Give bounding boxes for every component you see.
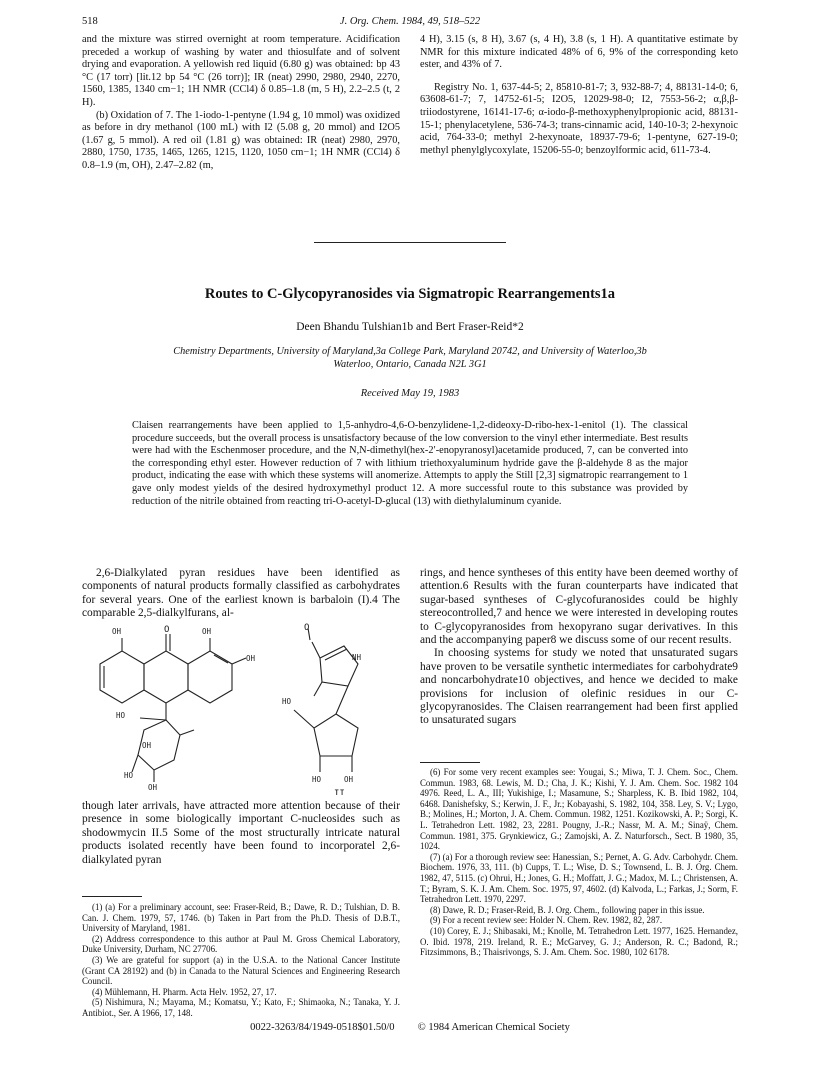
prev-article-right-column: [420, 34, 738, 157]
prev-left-para-2: (b) Oxidation of 7. The 1-iodo-1-pentyne (1.94 g, 10 mmol) was oxidized as before in dry methanol (100 mL) with I2 (5.08 g, 20 mmol) and I2O5 (1.67 g, 5 mmol). A red oil (1.81 g) was obtained: IR (neat) 2980, 2970, 2880, 1750, 1735, 1465, 1265, 1215, 1120, 1050 cm−1; 1H NMR (CCl4) δ 0.8–1.9 (m, OH), 2.47–2.82 (m,: [82, 109, 400, 171]
page-footer: [0, 1022, 820, 1033]
footnote-10: (10) Corey, E. J.; Shibasaki, M.; Knolle, M. Tetrahedron Lett. 1977, 1625. Hernandez, O. Ibid. 1978, 219. Ireland, R. E.; McGarvey, G. J.; Anderson, R. C.; Badond, R.; Fitzsimmons, B.; Thaisrivongs, S. J. Am. Chem. Soc. 1980, 102 6178.: [420, 925, 738, 958]
barbaloin-ho-left: HO: [116, 711, 126, 720]
footnote-7: (7) (a) For a thorough review see: Hanessian, S.; Pernet, A. G. Adv. Carbohydr. Chem. Biochem. 1976, 33, 111. (b) Cupps, T. L.; Wise, D. S.; Townsend, L. B. J. Org. Chem. 1982, 47, 5115. (c) Ohrui, H.; Jones, G. H.; Moffatt, J. G.; Madox, M. L.; Christensen, A. T.; Byram, S. K. J. Am. Chem. Soc. 1975, 97, 4602. (d) Kalvoda, L.; Farkas, J.; Sorm, F. Tetrahedron Lett. 1970, 2297.: [420, 851, 738, 905]
footnote-rule-right: [420, 762, 480, 763]
footnote-8: (8) Dawe, R. D.; Fraser-Reid, B. J. Org. Chem., following paper in this issue.: [430, 904, 705, 915]
footnote-4: (4) Mühlemann, H. Pharm. Acta Helv. 1952, 27, 17.: [92, 986, 277, 997]
prev-right-para-1: 4 H), 3.15 (s, 8 H), 3.67 (s, 4 H), 3.8 (s, 1 H). A quantitative estimate by NMR for this mixture indicated 48% of 6, 9% of the corresponding keto ester, and 43% of 7.: [420, 34, 738, 71]
running-header: J. Org. Chem. 1984, 49, 518–522: [339, 16, 481, 27]
footnote-rule-left: [82, 896, 142, 897]
barbaloin-oh-ring: OH: [142, 741, 152, 750]
footnote-2: (2) Address correspondence to this author at Paul M. Gross Chemical Laboratory, Duke University, Durham, NC 27706.: [82, 933, 400, 955]
showdomycin-nh: NH: [352, 653, 362, 662]
footnote-5: (5) Nishimura, N.; Mayama, M.; Komatsu, Y.; Kato, F.; Shimaoka, N.; Tanaka, Y. J. Antibiot., Ser. A 1966, 17, 148.: [82, 997, 400, 1018]
footnotes-right: [420, 767, 738, 958]
showdomycin-ho-top: HO: [282, 697, 292, 706]
received-date: Received May 19, 1983: [360, 388, 460, 399]
chemical-structures: [82, 620, 400, 795]
barbaloin-ho-bottom: HO: [124, 771, 134, 780]
barbaloin-ch2oh: OH: [246, 654, 256, 663]
barbaloin-carbonyl-o: O: [164, 625, 170, 635]
body-right-para-2: In choosing systems for study we noted that unsaturated sugars have proven to be versatile synthetic intermediates for carbohydrate9 and noncarbohydrate10 objectives, and hence we decided to make provisions for inclusion of olefinic residues in our C-glycopyranosides. The Claisen rearrangement had been first applied to unsaturated sugars: [420, 647, 738, 727]
authors: Deen Bhandu Tulshian1b and Bert Fraser-Reid*2: [296, 321, 524, 333]
registry-numbers: Registry No. 1, 637-44-5; 2, 85810-81-7; 3, 932-88-7; 4, 88131-14-0; 6, 63608-61-7; 7, 14752-61-5; I2O5, 12029-98-0; I2, 7553-56-2; α,β,β-triiodostyrene, 16141-17-6; α-iodo-β-methoxyphenylpropionic acid, 88131-15-1; phenylacetylene, 536-74-3; trans-cinnamic acid, 140-10-3; 2-hexynoic acid, 764-33-0; methyl 2-hexynoate, 18937-79-6; 1-pentyne, 627-19-0; methyl phenylglycoxylate, 15206-55-0; benzoylformic acid, 611-73-4.: [420, 81, 738, 156]
footnote-1: (1) (a) For a preliminary account, see: Fraser-Reid, B.; Dawe, R. D.; Tulshian, D. B. Can. J. Chem. 1979, 57, 1746. (b) Taken in Part from the Ph.D. Thesis of D.B.T., University of Maryland, 1981.: [82, 902, 400, 934]
showdomycin-o: O: [304, 623, 310, 633]
article-separator: [314, 242, 506, 243]
prev-article-left-column: [82, 34, 400, 173]
body-left-bottom: though later arrivals, have attracted more attention because of their presence in some biologically important C-nucleosides such as shodowmycin II.5 Some of the most structurally intricate natural products isolated recently have been found to incorporatel 2,6-dialkylated pyran: [82, 800, 400, 866]
affiliation: Chemistry Departments, University of Maryland,3a College Park, Maryland 20742, and University of Waterloo,3b Waterloo, Ontario, Canada N2L 3G1: [173, 346, 647, 370]
barbaloin-oh-right: OH: [202, 627, 212, 636]
prev-left-para-1: and the mixture was stirred overnight at room temperature. Acidification preceded a workup of washing by water and thiosulfate and of solvent drying and evaporation. A yellowish red liquid (6.80 g) was obtained: bp 43 °C (17 torr) [lit.12 bp 54 °C (26 torr)]; IR (neat) 2990, 2980, 2940, 2270, 1560, 1385, 1340 cm−1; 1H NMR (CCl4) δ 0.85–1.8 (m, 5 H), 2.2–2.5 (t, 2 H).: [82, 34, 400, 108]
barbaloin-oh-bottom: OH: [148, 783, 158, 792]
footnote-3: (3) We are grateful for support (a) in the U.S.A. to the National Cancer Institute (Grant CA 28192) and (b) in Canada to the Natural Sciences and Engineering Research Council.: [82, 954, 400, 987]
article-title: Routes to C-Glycopyranosides via Sigmatropic Rearrangements1a: [204, 286, 616, 302]
compound-label-ii: II: [334, 789, 345, 795]
footer-copyright: © 1984 American Chemical Society: [417, 1022, 570, 1033]
showdomycin-ho-bottom: HO: [312, 775, 322, 784]
body-right-column: [420, 567, 738, 728]
showdomycin-structure: [282, 623, 362, 795]
footnote-6: (6) For some very recent examples see: Yougai, S.; Miwa, T. J. Chem. Soc., Chem. Commun. 1983, 68. Lewis, M. D.; Cha, J. K.; Kishi, Y. J. Am. Chem. Soc. 1982 104 4976. Reed, L. A., III; Yukishige, I.; Masamune, S.; Sharpless, K. B. Ibid 1982, 104, 6468. Danishefsky, S.; Kerwin, J. F., Jr.; Kobayashi, S. 1982, 104, 358. Ley, S. V.; Lygo, B.; Molines, H.; Morton, J. A. Chem. Commun. 1982, 1251. Kozikowski, A. P.; Sorgi, K. L. Tetrahedron Lett. 1982, 23, 2281. Pougny, J.-R.; Nassr, M. A. M.; Sinaÿ, Chem. Commun. 1981, 375. Grynkiewicz, G.; Zamojski, A. Z. Naturforsch., Sect. B 1980, 35, 1024.: [420, 767, 738, 852]
abstract: Claisen rearrangements have been applied to 1,5-anhydro-4,6-O-benzylidene-1,2-dideoxy-D-ribo-hex-1-enitol (1). The classical procedure succeeds, but the overall process is unsatisfactory because of the low conversion to the vinyl ether intermediate. Best results were had with the Eschenmoser procedure, and the N,N-dimethyl(hex-2′-enopyranosyl)acetamide produced, 7, can be converted into the corresponding ethyl ester. However reduction of 7 with lithium triethoxyaluminum hydride gave the β-aldehyde 8 as the major product, indicating the ease with which these systems will anomerize. Attempts to apply the Still [2,3] sigmatropic rearrangement to 1 gave only modest yields of the desired hydroxymethyl product 12. A more successful route to this substance was provided by reduction of the nitrile obtained from reacting tri-O-acetyl-D-glucal (13) with diethylaluminum cyanide.: [132, 420, 688, 507]
footnote-9: (9) For a recent review see: Holder N. Chem. Rev. 1982, 82, 287.: [430, 915, 663, 926]
showdomycin-oh-bottom: OH: [344, 775, 354, 784]
footnotes-left: [82, 902, 400, 1019]
body-right-para-1: rings, and hence syntheses of this entity have been deemed worthy of attention.6 Results with the furan counterparts have indicated that sugar-based syntheses of C-glycofuranosides could be highly stereocontrolled,7 and hence we were interested in developing routes to C-glycopyranosides from hexopyrano sugar derivatives. In this and the accompanying paper8 we discuss some of our recent results.: [420, 567, 738, 647]
barbaloin-oh-left: OH: [112, 627, 122, 636]
barbaloin-structure: [100, 625, 256, 795]
footer-code: 0022-3263/84/1949-0518$01.50/0: [250, 1022, 395, 1033]
page-number: 518: [82, 16, 98, 27]
body-left-top: 2,6-Dialkylated pyran residues have been identified as components of natural products formally classified as carbohydrates for several years. One of the earliest known is barbaloin (I).4 The comparable 2,5-dialkylfurans, al-: [82, 567, 400, 620]
